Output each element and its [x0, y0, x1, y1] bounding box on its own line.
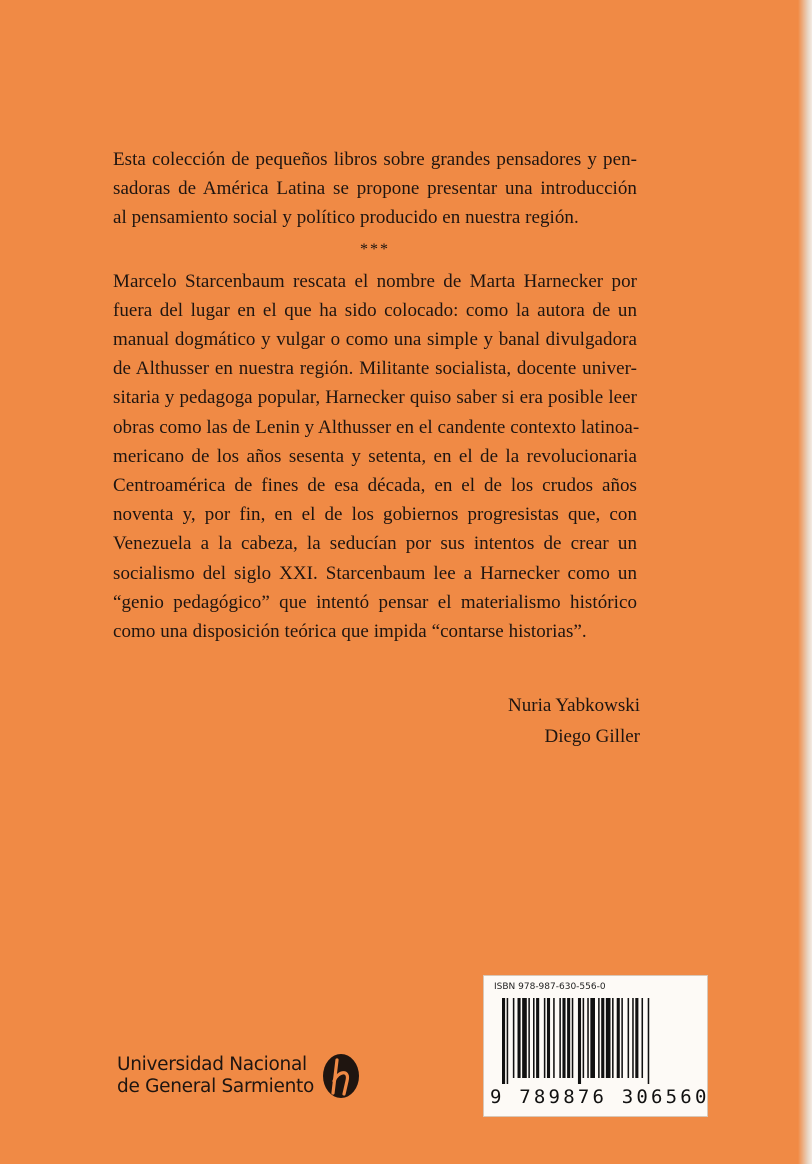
barcode-bar [621, 998, 623, 1078]
barcode-bar [617, 998, 620, 1078]
signature-name: Diego Giller [544, 726, 640, 747]
text-line: como una disposición teórica que impida “contarse historias”. [113, 621, 587, 643]
back-cover-text [113, 145, 640, 646]
barcode-bar [544, 998, 546, 1078]
publisher-logo [117, 1045, 362, 1107]
barcode-bar [578, 998, 581, 1084]
text-line: al pensamiento social y político producido en nuestra región. [113, 207, 579, 229]
text-line: “genio pedagógico” que intentó pensar el materialismo histórico [113, 591, 637, 613]
barcode-bar [612, 998, 614, 1078]
barcode-bar [533, 998, 535, 1078]
barcode-bar [562, 998, 565, 1078]
barcode-bar [601, 998, 604, 1078]
intro-paragraph [113, 145, 637, 233]
text-line: socialismo del siglo XXI. Starcenbaum lee a Harnecker como un [113, 562, 637, 584]
cover-edge [798, 0, 812, 1164]
barcode-bar [598, 998, 600, 1078]
isbn-barcode [483, 975, 708, 1117]
barcode-bar [507, 998, 509, 1084]
barcode-bar [502, 998, 505, 1084]
barcode-bar [567, 998, 570, 1078]
publisher-name-line: de General Sarmiento [117, 1076, 314, 1097]
barcode-bar [632, 998, 634, 1078]
barcode-bars [502, 998, 692, 1084]
text-line: Venezuela a la cabeza, la seducían por sus intentos de crear un [113, 533, 637, 555]
isbn-label: ISBN 978-987-630-556-0 [494, 982, 606, 992]
signatures [460, 690, 640, 752]
summary-paragraph [113, 267, 640, 647]
barcode-bar [518, 998, 521, 1078]
text-line: sadoras de América Latina se propone presentar una introducción [113, 178, 637, 200]
text-line: noventa y, por fin, en el de los gobiernos progresistas que, con [113, 504, 637, 526]
text-line: sitaria y pedagoga popular, Harnecker quiso saber si era posible leer [113, 387, 637, 409]
text-line: mericano de los años sesenta y setenta, en el de la revolucionaria [113, 445, 637, 467]
barcode-bar [583, 998, 585, 1078]
text-line: fuera del lugar en el que ha sido colocado: como la autora de un [113, 299, 637, 321]
barcode-bar [648, 998, 650, 1084]
text-line: manual dogmático y vulgar o como una simple y banal divulgadora [113, 329, 637, 351]
barcode-bar [572, 998, 574, 1078]
ungs-logo-icon [320, 1051, 362, 1101]
text-line: Marcelo Starcenbaum rescata el nombre de Marta Harnecker por [113, 270, 637, 292]
barcode-bar [528, 998, 530, 1078]
text-line: Esta colección de pequeños libros sobre grandes pensadores y pen- [113, 149, 637, 170]
barcode-bar [642, 998, 644, 1078]
publisher-name-line: Universidad Nacional [117, 1054, 307, 1075]
text-line: de Althusser en nuestra región. Militante socialista, docente univer- [113, 358, 637, 380]
barcode-bar [590, 998, 595, 1078]
barcode-bar [606, 998, 611, 1078]
barcode-bar [628, 998, 630, 1078]
signature-name: Nuria Yabkowski [508, 695, 640, 716]
barcode-bar [559, 998, 561, 1078]
text-line: Centroamérica de fines de esa década, en el de los crudos años [113, 475, 637, 497]
barcode-bar [635, 998, 638, 1078]
isbn-digits: 9 789876 306560 [490, 1086, 710, 1108]
text-line: obras como las de Lenin y Althusser en el candente contexto latinoa- [113, 416, 640, 438]
barcode-bar [513, 998, 515, 1078]
barcode-bar [547, 998, 550, 1078]
barcode-bar [587, 998, 589, 1078]
barcode-bar [553, 998, 555, 1078]
section-separator: *** [360, 240, 390, 258]
barcode-bar [522, 998, 527, 1078]
barcode-bar [536, 998, 539, 1078]
publisher-name [117, 1054, 314, 1098]
